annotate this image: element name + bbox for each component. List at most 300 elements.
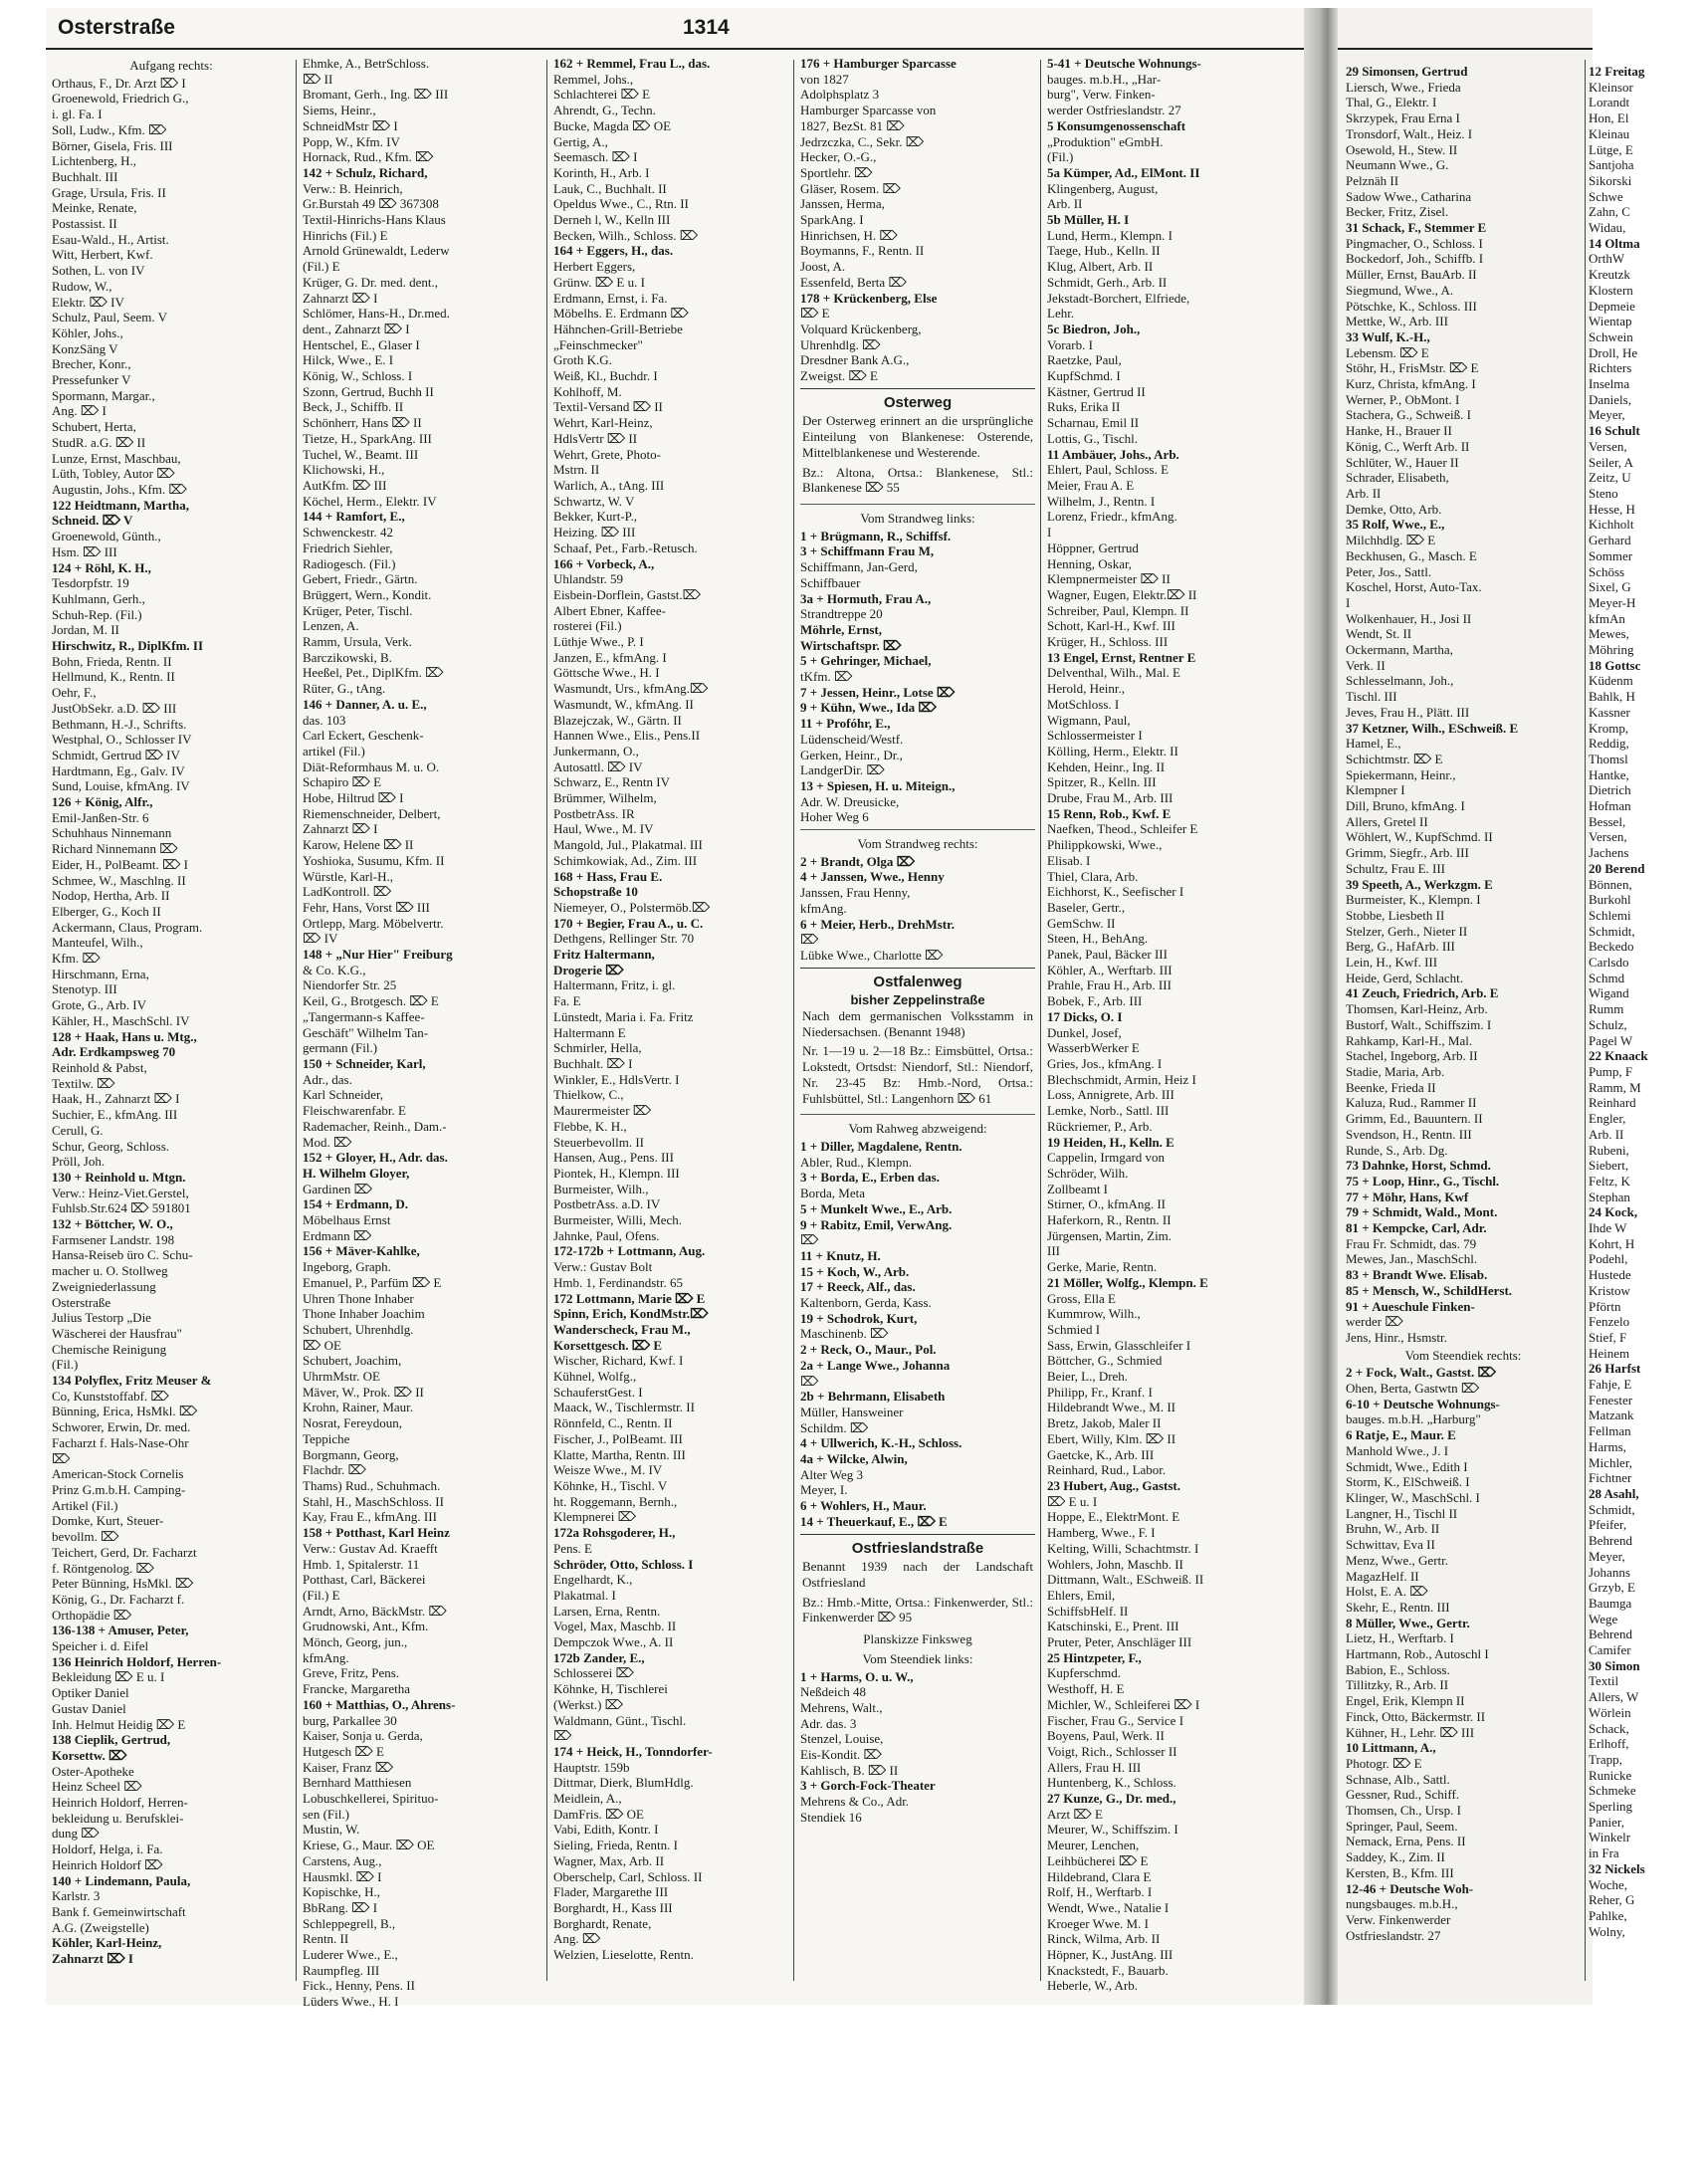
directory-entry: Hartmann, Rob., Autoschl I <box>1346 1646 1489 1662</box>
directory-entry: Knackstedt, F., Bauarb. <box>1047 1962 1169 1978</box>
directory-entry: Schmirler, Hella, <box>553 1040 642 1056</box>
directory-entry: Rademacher, Reinh., Dam.- <box>303 1118 447 1134</box>
directory-entry: bauges. m.b.H. „Harburg" <box>1346 1411 1481 1427</box>
directory-entry: Lemke, Norb., Sattl. III <box>1047 1103 1170 1119</box>
directory-entry: Prinz G.m.b.H. Camping- <box>52 1481 186 1497</box>
directory-entry: Wirtschaftspr. ⌦ <box>800 637 902 653</box>
directory-entry: 15 Renn, Rob., Kwf. E <box>1047 805 1172 821</box>
directory-entry: Emanuel, P., Parfüm ⌦ E <box>303 1274 442 1290</box>
directory-entry: Gerke, Marie, Rentn. <box>1047 1259 1158 1275</box>
directory-column-5 <box>1047 56 1298 1994</box>
directory-entry: 14 Oltma <box>1589 235 1640 251</box>
directory-entry: 2 + Reck, O., Maur., Pol. <box>800 1342 937 1358</box>
directory-entry: Peter, Jos., Sattl. <box>1346 563 1432 579</box>
right-page-header <box>1338 8 1593 50</box>
directory-entry: Ahrendt, G., Techn. <box>553 103 656 118</box>
directory-entry: 162 + Remmel, Frau L., das. <box>553 56 711 71</box>
directory-entry: Schmd <box>1589 970 1625 985</box>
directory-entry: Inselma <box>1589 376 1630 392</box>
directory-entry: Gr.Burstah 49 ⌦ 367308 <box>303 196 439 212</box>
directory-entry: GemSchw. II <box>1047 915 1116 931</box>
directory-entry: Klatte, Martha, Rentn. III <box>553 1446 686 1462</box>
directory-entry: Engel, Erik, Klempn II <box>1346 1693 1465 1709</box>
directory-entry: Springer, Paul, Seem. <box>1346 1818 1458 1834</box>
directory-entry: Westphal, O., Schlosser IV <box>52 732 192 748</box>
directory-entry: Sommer <box>1589 547 1633 563</box>
directory-entry: 8 Müller, Wwe., Gertr. <box>1346 1615 1470 1630</box>
directory-entry: Kuhlmann, Gerh., <box>52 590 145 606</box>
directory-entry: Schulz, <box>1589 1016 1627 1032</box>
directory-entry: Eichhorst, K., Seefischer I <box>1047 884 1184 900</box>
directory-entry: Arb. II <box>1346 485 1382 501</box>
directory-entry: 152 + Gloyer, H., Adr. das. <box>303 1150 448 1166</box>
directory-entry: 170 + Begier, Frau A., u. C. <box>553 915 704 931</box>
directory-entry: Schapiro ⌦ E <box>303 774 382 790</box>
directory-entry: Grzyb, E <box>1589 1580 1635 1596</box>
directory-entry: 2b + Behrmann, Elisabeth <box>800 1389 946 1405</box>
directory-entry: Beenke, Frieda II <box>1346 1079 1436 1095</box>
directory-entry: Gardinen ⌦ <box>303 1181 373 1196</box>
directory-entry: Siegmund, Wwe., A. <box>1346 282 1454 298</box>
directory-entry: Verw.: Heinz-Viet.Gerstel, <box>52 1185 189 1200</box>
directory-entry: Arnold Grünewaldt, Lederw <box>303 243 450 259</box>
directory-entry: Ehlert, Paul, Schloss. E <box>1047 462 1170 478</box>
directory-entry: Klempner I <box>1346 782 1405 798</box>
directory-entry: Bekker, Kurt-P., <box>553 509 637 525</box>
directory-entry: Schichtmstr. ⌦ E <box>1346 751 1443 766</box>
directory-entry: Beckedo <box>1589 939 1634 955</box>
directory-entry: Peter Bünning, HsMkl. ⌦ <box>52 1576 194 1592</box>
directory-entry: SchneidMstr ⌦ I <box>303 117 398 133</box>
directory-entry: 85 + Mensch, W., SchildHerst. <box>1346 1282 1513 1298</box>
directory-entry: Nodop, Hertha, Arb. II <box>52 888 170 904</box>
directory-entry: Thone Inhaber Joachim <box>303 1306 425 1322</box>
directory-entry: SparkAng. I <box>800 212 864 228</box>
directory-entry: bekleidung u. Berufsklei- <box>52 1810 184 1826</box>
directory-entry: Beier, L., Dreh. <box>1047 1369 1129 1385</box>
directory-entry: 174 + Heick, H., Tonndorfer- <box>553 1743 713 1759</box>
directory-entry: Schlachterei ⌦ E <box>553 87 651 103</box>
directory-entry: Steno <box>1589 485 1618 501</box>
directory-entry: Wagner, Max, Arb. II <box>553 1852 665 1868</box>
directory-entry: Kohlhoff, M. <box>553 383 622 399</box>
directory-entry: Jordan, M. II <box>52 622 119 638</box>
directory-entry: Burmeister, Willi, Mech. <box>553 1212 683 1228</box>
directory-entry: Ackermann, Claus, Program. <box>52 919 203 935</box>
directory-entry: Fichtner <box>1589 1470 1632 1486</box>
directory-entry: 128 + Haak, Hans u. Mtg., <box>52 1028 197 1044</box>
directory-entry: Thielkow, C., <box>553 1087 624 1103</box>
directory-entry: Siems, Heinr., <box>303 103 376 118</box>
directory-entry: tKfm. ⌦ <box>800 669 853 685</box>
section-label: Vom Steendiek rechts: <box>1404 1347 1522 1363</box>
directory-entry: werder ⌦ <box>1346 1314 1403 1330</box>
directory-entry: Oster-Apotheke <box>52 1763 134 1779</box>
directory-entry: 176 + Hamburger Sparcasse <box>800 56 957 71</box>
directory-entry: Versen, <box>1589 829 1627 845</box>
directory-entry: 9 + Kühn, Wwe., Ida ⌦ <box>800 700 937 716</box>
directory-entry: Schleppegrell, B., <box>303 1915 396 1931</box>
directory-entry: Jedrzczka, C., Sekr. ⌦ <box>800 133 925 149</box>
directory-entry: Sixel, G <box>1589 579 1631 595</box>
directory-entry: 142 + Schulz, Richard, <box>303 164 428 180</box>
directory-entry: Opeldus Wwe., C., Rtn. II <box>553 196 689 212</box>
directory-entry: Maurermeister ⌦ <box>553 1103 652 1119</box>
directory-entry: Herold, Heinr., <box>1047 681 1125 697</box>
directory-entry: Hinrichs (Fil.) E <box>303 227 388 243</box>
directory-entry: 164 + Eggers, H., das. <box>553 243 674 259</box>
directory-entry: Adr. W. Dreusicke, <box>800 793 900 809</box>
directory-entry: Alter Weg 3 <box>800 1466 863 1482</box>
directory-entry: Stachel, Ingeborg, Arb. II <box>1346 1048 1478 1064</box>
directory-entry: Schöss <box>1589 563 1625 579</box>
directory-entry: Lünstedt, Maria i. Fa. Fritz <box>553 1008 694 1024</box>
directory-entry: Michler, <box>1589 1454 1632 1470</box>
directory-entry: in Fra <box>1589 1845 1619 1861</box>
directory-entry: Farmsener Landstr. 198 <box>52 1231 175 1247</box>
directory-entry: Kichholt <box>1589 517 1634 533</box>
directory-entry: Schlossermeister I <box>1047 728 1143 744</box>
directory-entry: UhrmMstr. OE <box>303 1369 380 1385</box>
directory-entry: Langner, H., Tischl II <box>1346 1505 1458 1521</box>
directory-entry: Textil-Versand ⌦ II <box>553 399 663 415</box>
directory-entry: Schwartz, W. V <box>553 493 635 509</box>
directory-entry: Optiker Daniel <box>52 1685 129 1701</box>
directory-entry: Hardtmann, Eg., Galv. IV <box>52 762 185 778</box>
page-header <box>46 8 1304 50</box>
directory-entry: Rahkamp, Karl-H., Mal. <box>1346 1032 1473 1048</box>
directory-entry: Karow, Helene ⌦ II <box>303 837 414 853</box>
directory-entry: Adolphsplatz 3 <box>800 87 880 103</box>
directory-entry: bauges. m.b.H., „Har- <box>1047 71 1162 87</box>
directory-entry: Krüger, H., Schloss. III <box>1047 634 1169 650</box>
directory-entry: ⌦ OE <box>303 1337 341 1353</box>
directory-entry: Arb. II <box>1589 1126 1624 1142</box>
directory-entry: Uhrenhdlg. ⌦ <box>800 336 881 352</box>
directory-entry: Bromant, Gerh., Ing. ⌦ III <box>303 87 449 103</box>
directory-entry: 5a Kümper, Ad., ElMont. II <box>1047 164 1200 180</box>
directory-entry: Baseler, Gertr., <box>1047 899 1126 915</box>
directory-entry: 6-10 + Deutsche Wohnungs- <box>1346 1396 1500 1411</box>
directory-entry: Lichtenberg, H., <box>52 153 136 169</box>
directory-entry: Piontek, H., Klempn. III <box>553 1165 680 1181</box>
directory-entry: Wörlein <box>1589 1704 1631 1720</box>
directory-entry: PostbetrAss. a.D. IV <box>553 1196 661 1212</box>
directory-entry: Schubert, Herta, <box>52 419 136 435</box>
directory-entry: dung ⌦ <box>52 1826 100 1842</box>
directory-entry: Kleinau <box>1589 125 1630 141</box>
directory-entry: Schmied I <box>1047 1321 1101 1337</box>
directory-entry: Hilck, Wwe., E. I <box>303 352 394 368</box>
directory-entry: Fa. E <box>553 993 581 1009</box>
directory-entry: Hmb. 1, Ferdinandstr. 65 <box>553 1274 683 1290</box>
directory-entry: Steuerbevollm. II <box>553 1134 644 1150</box>
directory-entry: Hamel, E., <box>1346 736 1401 752</box>
directory-entry: Schreiber, Paul, Klempn. II <box>1047 602 1189 618</box>
directory-entry: Kohrt, H <box>1589 1235 1635 1251</box>
directory-entry: König, C., Werft Arb. II <box>1346 438 1470 454</box>
directory-entry: 154 + Erdmann, D. <box>303 1196 409 1212</box>
directory-entry: Bessel, <box>1589 813 1626 829</box>
directory-entry: Wehrt, Karl-Heinz, <box>553 415 653 431</box>
directory-entry: Heizing. ⌦ III <box>553 525 636 541</box>
directory-entry: SchauferstGest. I <box>553 1384 643 1400</box>
directory-entry: artikel (Fil.) <box>303 743 365 758</box>
directory-entry: Ehlers, Emil, <box>1047 1587 1116 1603</box>
directory-entry: Svendson, H., Rentn. III <box>1346 1126 1472 1142</box>
directory-entry: Tesdorpfstr. 19 <box>52 575 129 591</box>
directory-entry: Stephan <box>1589 1189 1630 1204</box>
directory-entry: Adr. Erdkampsweg 70 <box>52 1044 176 1060</box>
directory-entry: Schlemi <box>1589 907 1631 923</box>
directory-entry: Erlhoff, <box>1589 1736 1629 1752</box>
directory-entry: Lübke Wwe., Charlotte ⌦ <box>800 947 944 963</box>
directory-entry: Schwein <box>1589 328 1633 344</box>
directory-entry: Pfeifer, <box>1589 1517 1627 1533</box>
directory-entry: Maschinenb. ⌦ <box>800 1326 889 1342</box>
directory-entry: Brümmer, Wilhelm, <box>553 790 657 806</box>
directory-entry: Trapp, <box>1589 1751 1622 1767</box>
directory-entry: 122 Heidtmann, Martha, <box>52 497 189 513</box>
directory-entry: Ramm, Ursula, Verk. <box>303 634 412 650</box>
directory-entry: Orthopädie ⌦ <box>52 1607 132 1623</box>
directory-entry: 21 Möller, Wolfg., Klempn. E <box>1047 1274 1208 1290</box>
directory-entry: Heinz Scheel ⌦ <box>52 1779 142 1795</box>
directory-entry: 39 Speeth, A., Werkzgm. E <box>1346 876 1493 892</box>
directory-entry: Niemeyer, O., Polstermöb.⌦ <box>553 899 711 915</box>
directory-entry: Korsettw. ⌦ <box>52 1747 127 1763</box>
directory-entry: Augustin, Johs., Kfm. ⌦ <box>52 481 187 497</box>
directory-entry: Meyer, I. <box>800 1482 848 1498</box>
directory-entry: Brecher, Konr., <box>52 356 131 372</box>
directory-entry: Esau-Wald., H., Artist. <box>52 231 169 247</box>
directory-entry: Engelhardt, K., <box>553 1572 633 1588</box>
directory-entry: Dittmann, Walt., ESchweiß. II <box>1047 1572 1204 1588</box>
directory-entry: 12-46 + Deutsche Woh- <box>1346 1880 1474 1896</box>
directory-entry: Wilhelm, J., Rentn. I <box>1047 493 1156 509</box>
directory-entry: Liersch, Wwe., Frieda <box>1346 79 1461 95</box>
directory-entry: Schur, Georg, Schloss. <box>52 1138 170 1154</box>
directory-entry: Korinth, H., Arb. I <box>553 164 650 180</box>
directory-entry: Schimkowiak, Ad., Zim. III <box>553 852 698 868</box>
directory-entry: Stahl, H., MaschSchloss. II <box>303 1493 444 1509</box>
directory-entry: Barczikowski, B. <box>303 649 392 665</box>
directory-entry: Kühnel, Wolfg., <box>553 1369 637 1385</box>
directory-column-7 <box>1589 64 1708 1939</box>
directory-entry: Lein, H., Kwf. III <box>1346 955 1438 971</box>
directory-entry: Greve, Fritz, Pens. <box>303 1665 400 1681</box>
column-divider <box>793 60 794 1981</box>
directory-entry: Spormann, Margar., <box>52 387 155 403</box>
directory-entry: Haul, Wwe., M. IV <box>553 821 654 837</box>
directory-entry: i. gl. Fa. I <box>52 107 103 122</box>
directory-entry: Ingeborg, Graph. <box>303 1259 391 1275</box>
directory-entry: Kaluza, Rud., Rammer II <box>1346 1095 1477 1111</box>
directory-entry: Heinrich Holdorf ⌦ <box>52 1856 163 1872</box>
directory-entry: Fahje, E <box>1589 1377 1632 1393</box>
directory-entry: Zahn, C <box>1589 204 1630 220</box>
directory-entry: 130 + Reinhold u. Mtgn. <box>52 1169 186 1185</box>
directory-entry: Schwe <box>1589 188 1623 204</box>
directory-entry: Klingenberg, August, <box>1047 180 1159 196</box>
directory-entry: Verw.: Gustav Bolt <box>553 1259 653 1275</box>
directory-column-1 <box>52 56 291 1967</box>
directory-entry: Szonn, Gertrud, Buchh II <box>303 383 434 399</box>
directory-entry: Lenzen, A. <box>303 618 359 634</box>
directory-entry: 172 Lottmann, Marie ⌦ E <box>553 1290 706 1306</box>
directory-entry: Spinn, Erich, KondMstr.⌦ <box>553 1306 709 1322</box>
directory-entry: Krüger, G. Dr. med. dent., <box>303 274 438 290</box>
directory-entry: Lüthje Wwe., P. I <box>553 634 644 650</box>
directory-entry: Spiekermann, Heinr., <box>1346 766 1456 782</box>
directory-entry: König, W., Schloss. I <box>303 368 413 384</box>
directory-entry: Hantke, <box>1589 766 1629 782</box>
directory-entry: Hirschmann, Erna, <box>52 966 149 981</box>
directory-entry: (Fil.) E <box>303 1587 340 1603</box>
directory-entry: Runicke <box>1589 1767 1632 1783</box>
directory-entry: 91 + Aueschule Finken- <box>1346 1298 1475 1314</box>
directory-entry: Wientap <box>1589 314 1632 329</box>
directory-entry: Stenzel, Louise, <box>800 1731 884 1747</box>
directory-entry: (Werkst.) ⌦ <box>553 1696 624 1712</box>
directory-entry: Soll, Ludw., Kfm. ⌦ <box>52 121 167 137</box>
directory-entry: Maack, W., Tischlermstr. II <box>553 1400 695 1415</box>
directory-entry: Widau, <box>1589 220 1626 236</box>
directory-entry: Mstrn. II <box>553 462 600 478</box>
directory-entry: Blechschmidt, Armin, Heiz I <box>1047 1071 1196 1087</box>
directory-entry: Fellman <box>1589 1423 1631 1439</box>
book-gutter <box>1304 8 1338 2005</box>
directory-entry: 9 + Rabitz, Emil, VerwAng. <box>800 1216 953 1232</box>
directory-entry: (Fil.) E <box>303 259 340 275</box>
directory-entry: Kelting, Willi, Schachtmstr. I <box>1047 1540 1199 1556</box>
street-heading: Osterweg <box>800 388 1035 414</box>
directory-entry: ⌦ <box>553 1728 572 1744</box>
directory-entry: Lund, Herm., Klempn. I <box>1047 227 1174 243</box>
directory-entry: Panek, Paul, Bäcker III <box>1047 947 1168 963</box>
directory-entry: 37 Ketzner, Wilh., ESchweiß. E <box>1346 720 1519 736</box>
directory-entry: Feltz, K <box>1589 1173 1630 1189</box>
directory-entry: Philippkowski, Wwe., <box>1047 837 1163 853</box>
directory-entry: Grudnowski, Ant., Kfm. <box>303 1619 429 1634</box>
directory-entry: Fenzelo <box>1589 1314 1630 1330</box>
directory-entry: Burmeister, Wilh., <box>553 1181 649 1196</box>
directory-entry: Winkelr <box>1589 1830 1631 1845</box>
directory-entry: 28 Asahl, <box>1589 1485 1639 1501</box>
directory-entry: Fuhlsb.Str.624 ⌦ 591801 <box>52 1200 191 1216</box>
directory-column-4 <box>800 56 1035 1826</box>
directory-entry: Mewes, Jan., MaschSchl. <box>1346 1251 1478 1267</box>
directory-entry: Borda, Meta <box>800 1186 865 1201</box>
directory-entry: Cerull, G. <box>52 1122 104 1138</box>
directory-entry: Vabi, Edith, Kontr. I <box>553 1822 659 1838</box>
directory-entry: sen (Fil.) <box>303 1806 349 1822</box>
directory-entry: Schlesselmann, Joh., <box>1346 673 1454 689</box>
directory-entry: BbRang. ⌦ I <box>303 1899 378 1915</box>
directory-entry: III <box>1047 1243 1060 1259</box>
directory-entry: Hustede <box>1589 1267 1631 1283</box>
directory-entry: Schott, Karl-H., Kwf. III <box>1047 618 1175 634</box>
directory-entry: Carlsdo <box>1589 955 1629 971</box>
directory-entry: Tillitzky, R., Arb. II <box>1346 1677 1449 1693</box>
directory-entry: Bustorf, Walt., Schiffszim. I <box>1346 1016 1492 1032</box>
directory-entry: 6 + Wohlers, H., Maur. <box>800 1498 927 1514</box>
directory-entry: Meidlein, A., <box>553 1791 622 1807</box>
directory-entry: 4a + Wilcke, Alwin, <box>800 1451 908 1467</box>
street-heading: Ostfrieslandstraße <box>800 1534 1035 1560</box>
directory-entry: Werner, P., ObMont. I <box>1346 391 1460 407</box>
directory-entry: Hinrichsen, H. ⌦ <box>800 227 898 243</box>
directory-entry: Janzen, E., kfmAng. I <box>553 649 667 665</box>
directory-entry: Hansen, Aug., Pens. III <box>553 1150 674 1166</box>
directory-entry: Schrader, Elisabeth, <box>1346 470 1449 486</box>
directory-entry: Mangold, Jul., Plakatmal. III <box>553 837 703 853</box>
directory-entry: Depmeie <box>1589 298 1635 314</box>
directory-entry: Zahnarzt ⌦ I <box>303 290 378 306</box>
directory-entry: Schmidt, <box>1589 923 1635 939</box>
directory-entry: Groth K.G. <box>553 352 612 368</box>
directory-entry: Vogel, Max, Maschb. II <box>553 1619 677 1634</box>
directory-entry: das. 103 <box>303 712 346 728</box>
directory-entry: Domke, Kurt, Steuer- <box>52 1513 164 1529</box>
column-divider <box>1040 60 1041 1981</box>
directory-entry: Reher, G <box>1589 1892 1635 1908</box>
directory-entry: Bockedorf, Joh., Schiffb. I <box>1346 251 1484 267</box>
directory-entry: Buchhalt. ⌦ I <box>553 1056 633 1071</box>
directory-entry: Orthaus, F., Dr. Arzt ⌦ I <box>52 75 186 91</box>
directory-entry: Köhnke, H., Tischl. V <box>553 1477 668 1493</box>
directory-entry: Schmidt, Gertrud ⌦ IV <box>52 747 180 762</box>
directory-entry: Meyer-H <box>1589 594 1636 610</box>
directory-entry: Pahlke, <box>1589 1907 1627 1923</box>
directory-entry: 5b Müller, H. I <box>1047 212 1130 228</box>
directory-entry: Wendt, St. II <box>1346 626 1412 642</box>
directory-entry: Gries, Jos., kfmAng. I <box>1047 1056 1163 1071</box>
directory-entry: Wasmundt, W., kfmAng. II <box>553 696 694 712</box>
directory-entry: Beck, J., Schiffb. II <box>303 399 404 415</box>
directory-entry: Frau Fr. Schmidt, das. 79 <box>1346 1235 1477 1251</box>
directory-entry: Artikel (Fil.) <box>52 1497 118 1513</box>
directory-entry: Textil <box>1589 1673 1619 1689</box>
directory-entry: Heinem <box>1589 1345 1630 1361</box>
directory-column-2 <box>303 56 541 2010</box>
directory-entry: 77 + Möhr, Hans, Kwf <box>1346 1189 1469 1204</box>
directory-entry: ⌦ <box>800 1232 819 1248</box>
directory-entry: Daniels, <box>1589 391 1631 407</box>
directory-entry: 1 + Harms, O. u. W., <box>800 1668 914 1684</box>
directory-entry: Podehl, <box>1589 1251 1628 1267</box>
directory-entry: Schultz, Frau E. III <box>1346 860 1446 876</box>
directory-entry: Kupferschmd. <box>1047 1665 1122 1681</box>
directory-entry: 24 Kock, <box>1589 1204 1638 1220</box>
directory-entry: germann (Fil.) <box>303 1040 378 1056</box>
street-heading: Ostfalenweg <box>800 968 1035 993</box>
directory-entry: Kroeger Wwe. M. I <box>1047 1915 1149 1931</box>
directory-entry: Schmee, W., Maschlng. II <box>52 872 186 888</box>
directory-entry: Kahlisch, B. ⌦ II <box>800 1762 899 1778</box>
directory-entry: Würstle, Karl-H., <box>303 868 393 884</box>
directory-entry: Hoppe, E., ElektrMont. E <box>1047 1509 1180 1525</box>
street-description: Bz.: Hmb.-Mitte, Ortsa.: Finkenwerder, Stl.: Finkenwerder ⌦ 95 <box>802 1594 1033 1625</box>
directory-entry: 5c Biedron, Joh., <box>1047 321 1141 336</box>
directory-entry: Mod. ⌦ <box>303 1134 352 1150</box>
directory-entry: Reinhold & Pabst, <box>52 1060 147 1075</box>
directory-entry: Joost, A. <box>800 259 846 275</box>
directory-entry: Wolkenhauer, H., Josi II <box>1346 610 1472 626</box>
directory-entry: Ang. ⌦ <box>553 1931 601 1947</box>
directory-entry: 1 + Diller, Magdalene, Rentn. <box>800 1139 962 1154</box>
directory-entry: 4 + Janssen, Wwe., Henny <box>800 869 945 885</box>
